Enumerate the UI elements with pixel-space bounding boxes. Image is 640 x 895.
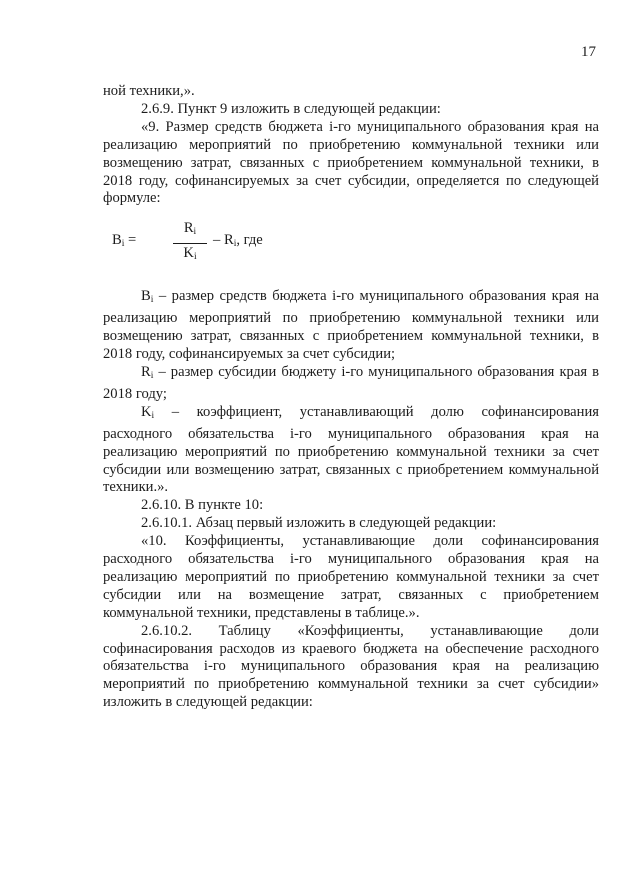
paragraph-2-6-10-2: 2.6.10.2. Таблицу «Коэффициенты, устанавливающие доли софинасирования расходов из краевого бюджета на обеспечение расходного обязательства i-го муниципального образования края на реализацию мероприятий по приобретению коммунальной техники за счет субсидии» изложить в следующей редакции: bbox=[103, 622, 599, 711]
paragraph-item-10: «10. Коэффициенты, устанавливающие доли софинансирования расходного обязательства i-го муниципального образования края на реализацию мероприятий по приобретению коммунальной техники за счет субсидии или на возмещение затрат, связанных с приобретением коммунальной техники, представлены в таблице.». bbox=[103, 533, 599, 621]
formula bbox=[103, 218, 599, 280]
formula-numerator: $R_i$ bbox=[173, 220, 207, 244]
document-body bbox=[103, 83, 599, 712]
formula-denominator: $K_i$ bbox=[183, 245, 197, 263]
paragraph-continuation: ной техники,». bbox=[103, 83, 195, 99]
formula-rhs: – $R_i$, где bbox=[213, 232, 263, 250]
definition-b: $B_i$ – размер средств бюджета i-го муниципального образования края на реализацию мероприятий по приобретению коммунальной техники или возмещению затрат, связанных с приобретением коммунальной техники, в 2018 году, софинансируемых за счет субсидии; bbox=[103, 288, 599, 363]
paragraph-2-6-10: 2.6.10. В пункте 10: bbox=[141, 497, 264, 514]
definition-k: $K_i$ – коэффициент, устанавливающий долю софинансирования расходного обязательства i-го муниципального образования края на реализацию мероприятий по приобретению коммунальной техники за счет субсидии или возмещению затрат, связанных с приобретением коммунальной техники.». bbox=[103, 403, 599, 496]
paragraph-item-9: «9. Размер средств бюджета i-го муниципального образования края на реализацию мероприятий по приобретению коммунальной техники или возмещению затрат, связанных с приобретением коммунальной техники, в 2018 году, софинансируемых за счет субсидии, определяется по следующей формуле: bbox=[103, 118, 599, 207]
definition-r: $R_i$ – размер субсидии бюджету i-го муниципального образования края в 2018 году; bbox=[103, 363, 599, 402]
formula-fraction bbox=[173, 220, 207, 267]
formula-lhs: $B_i$ = bbox=[112, 232, 137, 250]
page-number: 17 bbox=[581, 44, 596, 60]
paragraph-2-6-10-1: 2.6.10.1. Абзац первый изложить в следующей редакции: bbox=[141, 515, 497, 532]
paragraph-2-6-9: 2.6.9. Пункт 9 изложить в следующей редакции: bbox=[141, 100, 441, 117]
